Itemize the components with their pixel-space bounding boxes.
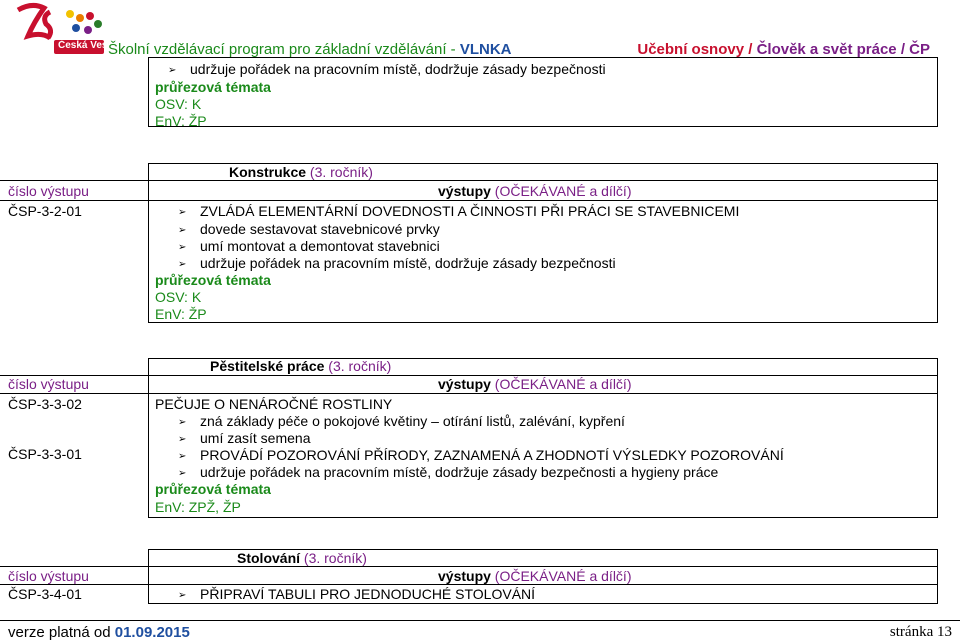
osv-line: OSV: K (155, 96, 202, 112)
list-item: ➢ PŘIPRAVÍ TABULI PRO JEDNODUCHÉ STOLOVÁNÍ (178, 586, 536, 602)
section-title-pestitelske: Pěstitelské práce (3. ročník) (210, 358, 392, 374)
list-item: ➢ PROVÁDÍ POZOROVÁNÍ PŘÍRODY, ZAZNAMENÁ A ZHODNOTÍ VÝSLEDKY POZOROVÁNÍ (178, 447, 784, 463)
section-title-konstrukce: Konstrukce (3. ročník) (229, 164, 373, 180)
section-title-stolovani: Stolování (3. ročník) (237, 550, 367, 566)
list-item: ➢ ZVLÁDÁ ELEMENTÁRNÍ DOVEDNOSTI A ČINNOSTI PŘI PRÁCI SE STAVEBNICEMI (178, 203, 740, 219)
list-item: ➢ udržuje pořádek na pracovním místě, dodržuje zásady bezpečnosti (168, 61, 606, 77)
page-number: stránka 13 (889, 624, 952, 640)
col-header-outputs: výstupy (OČEKÁVANÉ a dílčí) (438, 183, 632, 199)
osnovy-title (637, 41, 930, 58)
env-line: EnV: ŽP (155, 113, 207, 129)
output-code: ČSP-3-3-01 (8, 446, 82, 462)
list-item: ➢ zná základy péče o pokojové květiny – otírání listů, zalévání, kypření (178, 413, 625, 429)
col-header-code: číslo výstupu (8, 568, 89, 584)
col-header-outputs: výstupy (OČEKÁVANÉ a dílčí) (438, 568, 632, 584)
logo-text (16, 0, 17, 1)
school-logo (14, 2, 106, 56)
list-item: ➢ umí zasít semena (178, 430, 311, 446)
output-heading: PEČUJE O NENÁROČNÉ ROSTLINY (155, 396, 393, 412)
program-name: VLNKA (459, 41, 512, 58)
env-line: EnV: ŽP (155, 306, 207, 322)
list-item: ➢ udržuje pořádek na pracovním místě, dodržuje zásady bezpečnosti (178, 255, 616, 271)
list-item: ➢ umí montovat a demontovat stavebnici (178, 238, 440, 254)
program-prefix: Školní vzdělávací program pro základní vzdělávání - (108, 41, 460, 58)
version-line: verze platná od 01.09.2015 (8, 624, 190, 641)
col-header-outputs: výstupy (OČEKÁVANÉ a dílčí) (438, 376, 632, 392)
list-item: ➢ udržuje pořádek na pracovním místě, dodržuje zásady bezpečnosti a hygieny práce (178, 464, 719, 480)
cross-topics-title: průřezová témata (155, 79, 271, 95)
output-code: ČSP-3-3-02 (8, 396, 82, 412)
osnovy-prefix: Učební osnovy / (637, 41, 757, 58)
osnovy-subject: Člověk a svět práce / ČP (756, 41, 930, 58)
output-code: ČSP-3-2-01 (8, 203, 82, 219)
col-header-code: číslo výstupu (8, 376, 89, 392)
env-line: EnV: ZPŽ, ŽP (155, 499, 241, 515)
col-header-code: číslo výstupu (8, 183, 89, 199)
logo-subtitle: Česká Ves (58, 40, 108, 51)
list-item: ➢ dovede sestavovat stavebnicové prvky (178, 221, 440, 237)
program-title (108, 41, 512, 58)
osv-line: OSV: K (155, 289, 202, 305)
output-code: ČSP-3-4-01 (8, 586, 82, 602)
cross-topics-title: průřezová témata (155, 272, 271, 288)
cross-topics-title: průřezová témata (155, 481, 271, 497)
